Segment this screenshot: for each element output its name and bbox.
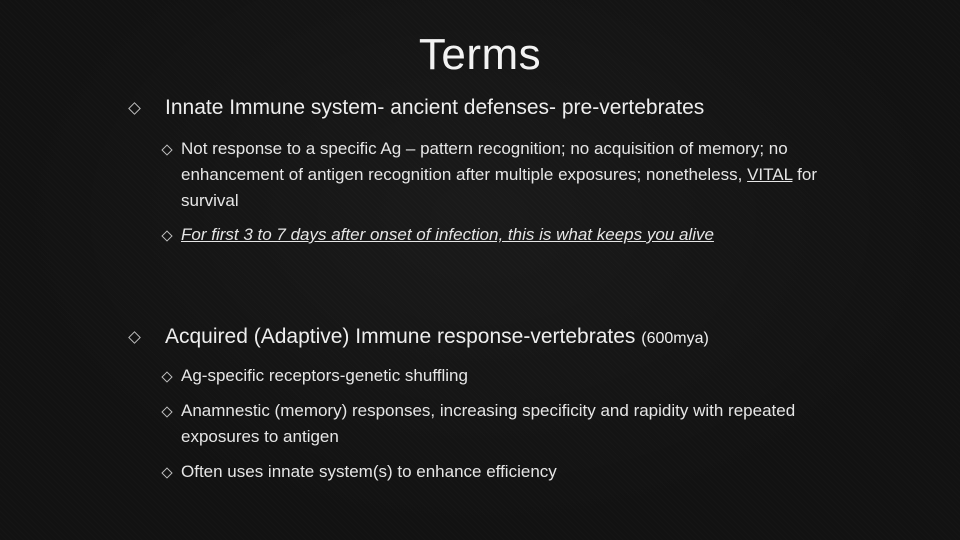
acquired-point3-text: Often uses innate system(s) to enhance efficiency — [181, 462, 557, 481]
bullet-acquired-point3 — [163, 459, 828, 485]
bullet-innate-point2 — [163, 222, 828, 248]
slide-title: Terms — [418, 30, 542, 79]
acquired-heading-wrap — [165, 324, 709, 352]
acquired-note: (600mya) — [641, 330, 709, 347]
diamond-bullet-icon — [161, 467, 172, 478]
bullet-innate — [130, 95, 890, 121]
bullet-acquired-point2 — [163, 398, 828, 450]
acquired-point1-text: Ag-specific receptors-genetic shuffling — [181, 366, 468, 385]
bullet-acquired-point1 — [163, 363, 828, 389]
vital-emphasis: VITAL — [747, 165, 793, 184]
acquired-heading: Acquired (Adaptive) Immune response-vertebrates — [165, 325, 636, 348]
acquired-point2-text: Anamnestic (memory) responses, increasing specificity and rapidity with repeated exposures to antigen — [181, 401, 796, 446]
bullet-acquired — [130, 324, 890, 352]
innate-point1-text — [181, 136, 828, 214]
diamond-bullet-icon — [161, 406, 172, 417]
innate-heading: Innate Immune system- ancient defenses- pre-vertebrates — [165, 96, 705, 119]
diamond-bullet-icon — [161, 371, 172, 382]
diamond-bullet-icon — [128, 102, 141, 115]
bullet-innate-point1 — [163, 136, 828, 214]
diamond-bullet-icon — [161, 230, 172, 241]
innate-point1-before: Not response to a specific Ag – pattern recognition; no acquisition of memory; no enhancement of antigen recognition after multiple exposures; nonetheless, — [181, 139, 788, 184]
diamond-bullet-icon — [161, 144, 172, 155]
innate-point1-after: for survival — [181, 165, 818, 210]
diamond-bullet-icon — [128, 331, 141, 344]
innate-point2-text: For first 3 to 7 days after onset of infection, this is what keeps you alive — [181, 225, 714, 244]
